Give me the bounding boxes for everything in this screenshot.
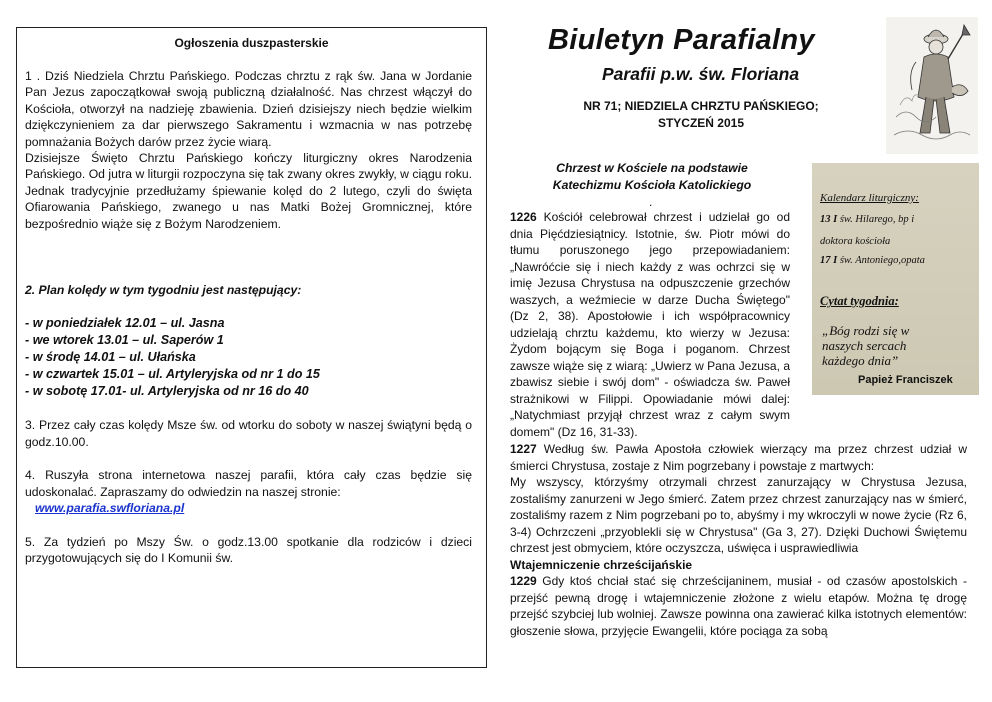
quote-author: Papież Franciszek: [858, 374, 953, 386]
announcement-1-number: 1: [25, 69, 32, 83]
st-florian-icon: [886, 17, 978, 154]
weekly-quote: [822, 323, 909, 368]
quote-title: Cytat tygodnia:: [820, 294, 899, 308]
article-title: [512, 160, 792, 193]
announcement-5: 5. Za tydzień po Mszy Św. o godz.13.00 spotkanie dla rodziców i dzieci przygotowujących się do I Komunii św.: [25, 534, 472, 565]
calendar-title: Kalendarz liturgiczny:: [820, 192, 919, 204]
paragraph-1229: [510, 573, 967, 639]
paragraph-text: Gdy ktoś chciał stać się chrześcijaninem, musiał - od czasów apostolskich - przejść pewną drogę i wtajemniczenie złożone z wielu etapów. Można tę drogę przejść szybciej lub wolniej. Zawsze powinna ona zawierać kilka istotnych elementów: głoszenie słowa, przyjęcie Ewangelii, które pociąga za sobą: [510, 574, 967, 638]
article-dot: .: [649, 195, 653, 209]
plan-item: - w czwartek 15.01 – ul. Artyleryjska od nr 1 do 15: [25, 367, 320, 382]
announcement-1-text: . Dziś Niedziela Chrztu Pańskiego. Podczas chrztu z rąk św. Jana w Jordanie Pan Jezus zapoczątkował swoją publiczną działalność. Nas chrzest włączył do Kościoła, otworzył na nadzieję zbawienia. Dzień dzisiejszy niech będzie wielkim dziękczynieniem za dar pierwszego Sakramentu i wzmacnia w nas potrzebę pomnażania Bożych darów przez życie wiarą.: [25, 69, 472, 149]
calendar-text: św. Antoniego,opata: [837, 255, 925, 266]
calendar-text: doktora kościoła: [820, 236, 891, 247]
announcements-box: [16, 27, 487, 668]
announcement-3: 3. Przez cały czas kolędy Msze św. od wtorku do soboty w naszej świątyni będą o godz.10.00.: [25, 418, 472, 449]
issue-line-2: STYCZEŃ 2015: [657, 116, 745, 130]
announcement-1-continued: Dzisiejsze Święto Chrztu Pańskiego kończy liturgiczny okres Narodzenia Pańskiego. Od jutra w liturgii rozpoczyna się tak zwany okres zwykły, w ciągu roku. Jednak tradycyjnie przedłużamy śpiewanie kolęd do 2 lutego, czyli do święta Ofiarowania Pańskiego, zwanego u nas Matki Bożej Gromnicznej, które bezpośrednio wiąże się z Bożym Narodzeniem.: [25, 151, 472, 231]
paragraph-text: Według św. Pawła Apostoła człowiek wierzący ma przez chrzest udział w śmierci Chrystusa, zostaje z Nim pogrzebany i powstaje z martwych:: [510, 442, 967, 473]
quote-line: „Bóg rodzi się w: [822, 323, 910, 338]
issue-line-1: NR 71; NIEDZIELA CHRZTU PAŃSKIEGO;: [583, 99, 819, 113]
paragraph-quote: My wszyscy, którzyśmy otrzymali chrzest zanurzający w Chrystusa Jezusa, zostaliśmy zanurzeni w Jego śmierć. Zatem przez chrzest zanurzający nas w śmierć, zostaliśmy razem z Nim pogrzebani po to, abyśmy i my wkroczyli w nowe życie (Rz 6, 3-4) Ochrzczeni „przyoblekli się w Chrystusa" (Ga 3, 27). Dzięki Duchowi Świętemu chrzest jest obmyciem, które oczyszcza, uświęca i usprawiedliwia: [510, 475, 967, 555]
bulletin-title: Biuletyn Parafialny: [548, 24, 815, 56]
paragraph-text: Kościół celebrował chrzest i udzielał go od dnia Pięćdziesiątnicy. Istotnie, św. Piotr mówi do tłumu poruszonego jego przepowiadaniem: „Nawróćcie się i niech każdy z was ochrzci się w imię Jezusa Chrystusa na odpuszczenie grzechów waszych, a weźmiecie w darze Ducha Świętego" (Dz 2, 38). Apostołowie i ich współpracownicy udzielają chrztu każdemu, kto wierzy w Jezusa: Żydom bojącym się Boga i poganom. Chrzest zawsze wiąże się z wiarą: „Uwierz w Pana Jezusa, a zbawisz siebie i swój dom" - oświadcza św. Paweł strażnikowi w Filippi. Opowiadanie mówi dalej: „Natychmiast przyjął chrzest wraz z całym swym domem" (Dz 16, 31-33).: [510, 210, 790, 439]
announcements-title: Ogłoszenia duszpasterskie: [174, 36, 329, 50]
calendar-item: [820, 236, 890, 247]
paragraph-number: 1226: [510, 210, 537, 224]
calendar-date: 13 I: [820, 214, 838, 225]
calendar-item: [820, 255, 925, 266]
issue-info: [566, 98, 836, 132]
announcements-content: [25, 68, 472, 566]
article-subheading: Wtajemniczenie chrześcijańskie: [510, 557, 693, 572]
calendar-item: [820, 214, 914, 225]
quote-line: każdego dnia”: [822, 353, 899, 368]
website-link[interactable]: www.parafia.swfloriana.pl: [35, 501, 185, 516]
parish-subtitle: Parafii p.w. św. Floriana: [602, 64, 800, 84]
announcement-4: 4. Ruszyła strona internetowa naszej parafii, która cały czas będzie się udoskonalać. Zapraszamy do odwiedzin na naszej stronie:: [25, 468, 472, 499]
paragraph-number: 1229: [510, 574, 537, 588]
article-column-wide: [510, 441, 967, 639]
plan-item: - w sobotę 17.01- ul. Artyleryjska od nr 16 do 40: [25, 384, 309, 399]
plan-title: 2. Plan kolędy w tym tygodniu jest następujący:: [25, 283, 302, 298]
calendar-text: św. Hilarego, bp i: [837, 214, 915, 225]
article-title-line-1: Chrzest w Kościele na podstawie: [556, 161, 748, 175]
paragraph-number: 1227: [510, 442, 537, 456]
announcement-1: [25, 68, 472, 150]
plan-item: - we wtorek 13.01 – ul. Saperów 1: [25, 333, 224, 348]
plan-item: - w środę 14.01 – ul. Ułańska: [25, 350, 196, 365]
article-column-narrow: [510, 209, 790, 440]
quote-line: naszych sercach: [822, 338, 907, 353]
paragraph-1226: [510, 209, 790, 440]
plan-item: - w poniedziałek 12.01 – ul. Jasna: [25, 316, 225, 331]
paragraph-1227: [510, 441, 967, 474]
plan-list: [25, 315, 472, 400]
calendar-date: 17 I: [820, 255, 838, 266]
article-title-line-2: Katechizmu Kościoła Katolickiego: [552, 177, 752, 192]
